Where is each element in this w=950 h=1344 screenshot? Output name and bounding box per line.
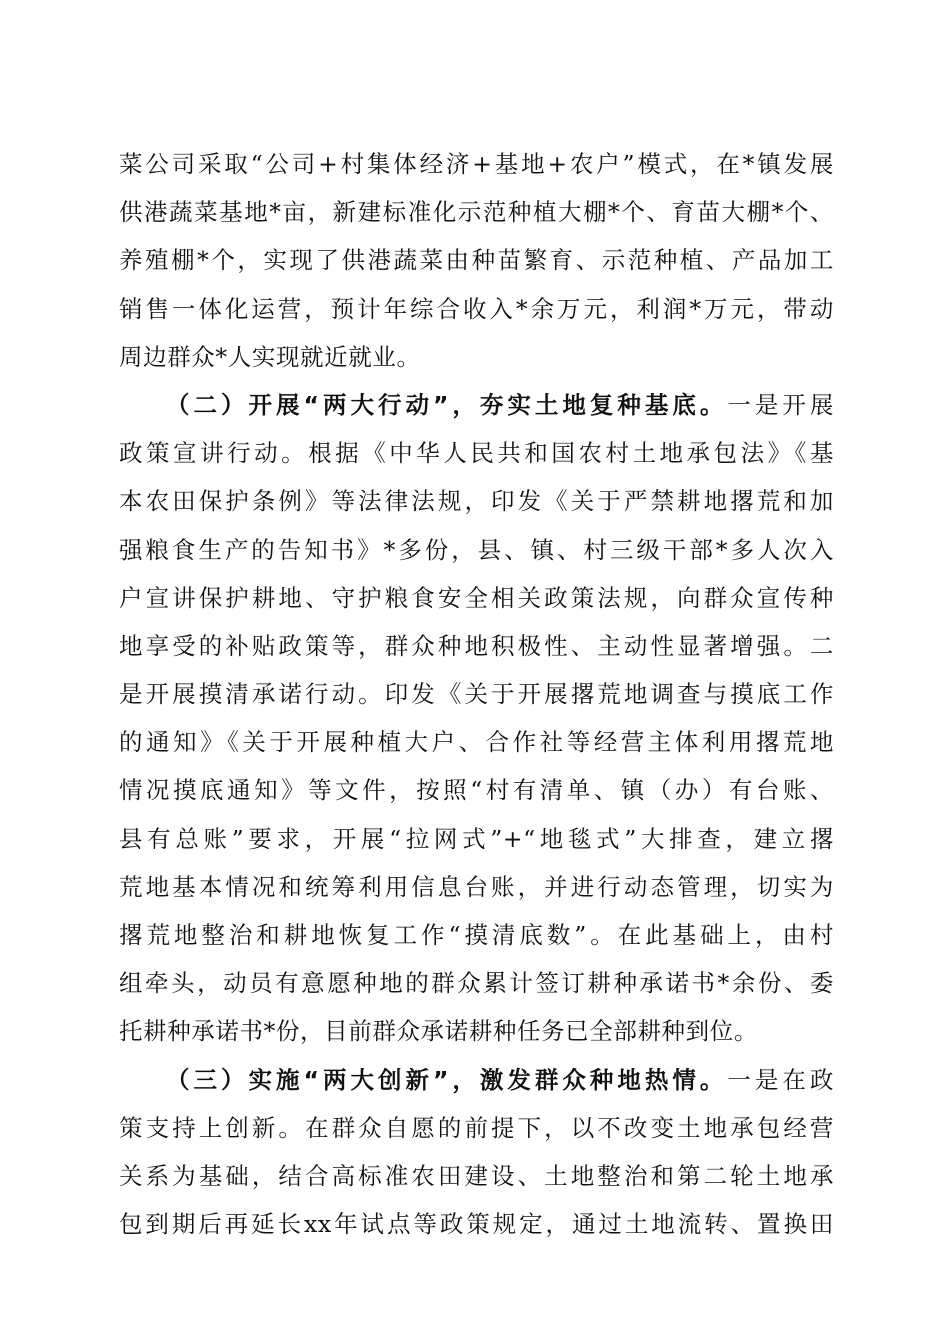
text-line: 组牵头，动员有意愿种地的群众累计签订耕种承诺书*余份、委 [119,969,834,998]
text-line: 强粮食生产的告知书》*多份，县、镇、村三级干部*多人次入 [119,535,834,564]
section-heading: （三）实施“两大创新”，激发群众种地热情。 [166,1065,728,1094]
text-run: 一是开展 [727,390,834,419]
paragraph-3 [119,1056,834,1249]
text-line: 情况摸底通知》等文件，按照“村有清单、镇（办）有台账、 [119,776,834,805]
text-line: 策支持上创新。在群众自愿的前提下，以不改变土地承包经营 [119,1113,834,1142]
text-line: 菜公司采取“公司+村集体经济+基地+农户”模式，在*镇发展 [119,150,834,178]
section-heading: （二）开展“两大行动”，夯实土地复种基底。 [166,390,728,419]
text-line: 县有总账”要求，开展“拉网式”+“地毯式”大排查，建立撂 [119,824,834,853]
document-body [119,140,834,1248]
paragraph-2 [119,381,834,1056]
text-line: 户宣讲保护耕地、守护粮食安全相关政策法规，向群众宣传种 [119,583,834,612]
text-line: 地享受的补贴政策等，群众种地积极性、主动性显著增强。二 [119,631,834,660]
text-line: 托耕种承诺书*份，目前群众承诺耕种任务已全部耕种到位。 [119,1017,758,1046]
text-line: 撂荒地整治和耕地恢复工作“摸清底数”。在此基础上，由村 [119,921,834,949]
text-line: 周边群众*人实现就近就业。 [119,342,421,371]
paragraph-1 [119,140,834,381]
text-line: 供港蔬菜基地*亩，新建标准化示范种植大棚*个、育苗大棚*个、 [119,198,834,227]
text-line: 养殖棚*个，实现了供港蔬菜由种苗繁育、示范种植、产品加工 [119,246,834,275]
text-line: 政策宣讲行动。根据《中华人民共和国农村土地承包法》《基 [119,439,834,468]
text-line: 关系为基础，结合高标准农田建设、土地整治和第二轮土地承 [119,1161,834,1190]
text-run: 一是在政 [727,1065,834,1094]
text-line: 的通知》《关于开展种植大户、合作社等经营主体利用撂荒地 [119,728,834,757]
text-line: 本农田保护条例》等法律法规，印发《关于严禁耕地撂荒和加 [119,487,834,516]
text-line: 是开展摸清承诺行动。印发《关于开展撂荒地调查与摸底工作 [119,680,834,709]
paragraph-first-line [119,1056,834,1104]
paragraph-first-line [119,381,834,429]
text-line: 销售一体化运营，预计年综合收入*余万元，利润*万元，带动 [119,294,834,323]
text-line: 荒地基本情况和统筹利用信息台账，并进行动态管理，切实为 [119,872,834,901]
text-line: 包到期后再延长xx年试点等政策规定，通过土地流转、置换田 [119,1210,834,1239]
